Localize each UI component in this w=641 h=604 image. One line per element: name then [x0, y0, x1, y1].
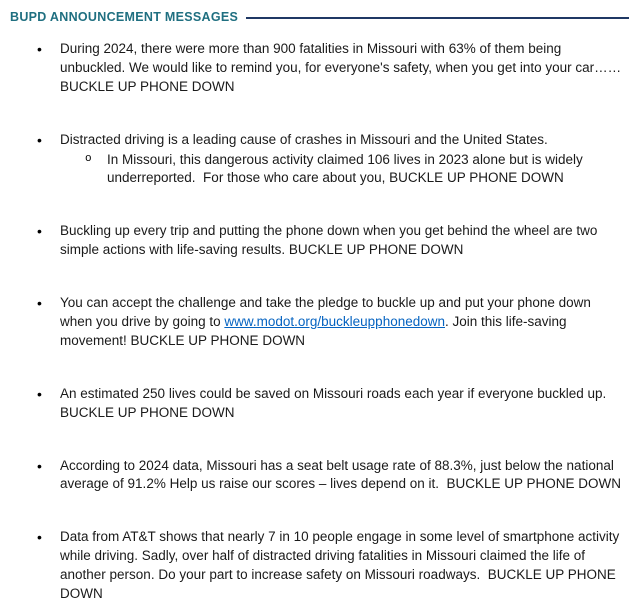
announcement-text: An estimated 250 lives could be saved on Missouri roads each year if everyone buckled up. BUCKLE UP PHONE DOWN — [60, 385, 611, 420]
pledge-text-before-link: You can accept the challenge and take the pledge to buckle up and put your phone down when you drive by going to — [60, 295, 595, 330]
bullet-icon: • — [37, 131, 42, 148]
announcement-text: According to 2024 data, Missouri has a seat belt usage rate of 88.3%, just below the national average of 91.2% Help us raise our scores – lives depend on it. BUCKLE UP PHONE DOWN — [60, 457, 622, 492]
announcement-sub-text: In Missouri, this dangerous activity claimed 106 lives in 2023 alone but is widely underreported. For those who care about you, BUCKLE UP PHONE DOWN — [107, 151, 587, 186]
announcement-item-distracted-driving — [10, 131, 629, 189]
bullet-icon: • — [37, 385, 42, 402]
announcement-item-smartphone-activity — [10, 528, 629, 604]
announcement-text: Distracted driving is a leading cause of crashes in Missouri and the United States. — [60, 131, 548, 147]
bullet-icon: • — [37, 223, 42, 240]
announcement-text: During 2024, there were more than 900 fatalities in Missouri with 63% of them being unbuckled. We would like to remind you, for everyone's safety, when you get into your car……BUCKLE UP PHONE DOWN — [60, 41, 622, 94]
announcement-item-seat-belt-rate — [10, 457, 629, 495]
announcement-item-buckling-up — [10, 222, 629, 260]
bullet-icon: • — [37, 457, 42, 474]
announcement-text: Buckling up every trip and putting the phone down when you get behind the wheel are two simple actions with life-saving results. BUCKLE UP PHONE DOWN — [60, 223, 602, 258]
announcement-list — [10, 40, 629, 604]
bullet-icon: • — [37, 295, 42, 312]
announcement-text: Data from AT&T shows that nearly 7 in 10 people engage in some level of smartphone activity while driving. Sadly, over half of distracted driving fatalities in Missouri claimed the life of another person. Do your part to increase safety on Missouri roadways. BUCKLE UP PHONE DOWN — [60, 529, 624, 602]
sub-bullet-icon: o — [85, 152, 92, 165]
announcement-sub-item — [60, 151, 625, 189]
announcement-item-lives-saved — [10, 385, 629, 423]
announcement-item-fatalities — [10, 40, 629, 97]
document-header — [10, 10, 629, 24]
modot-pledge-link[interactable]: www.modot.org/buckleupphonedown — [224, 314, 445, 330]
page-title: BUPD ANNOUNCEMENT MESSAGES — [10, 10, 239, 24]
announcement-text — [60, 295, 595, 348]
bullet-icon: • — [37, 41, 42, 57]
header-divider — [246, 17, 629, 19]
bullet-icon: • — [37, 529, 42, 546]
announcement-item-pledge — [10, 294, 629, 351]
pledge-text-after-link: . Join this life-saving movement! BUCKLE UP PHONE DOWN — [60, 314, 571, 348]
